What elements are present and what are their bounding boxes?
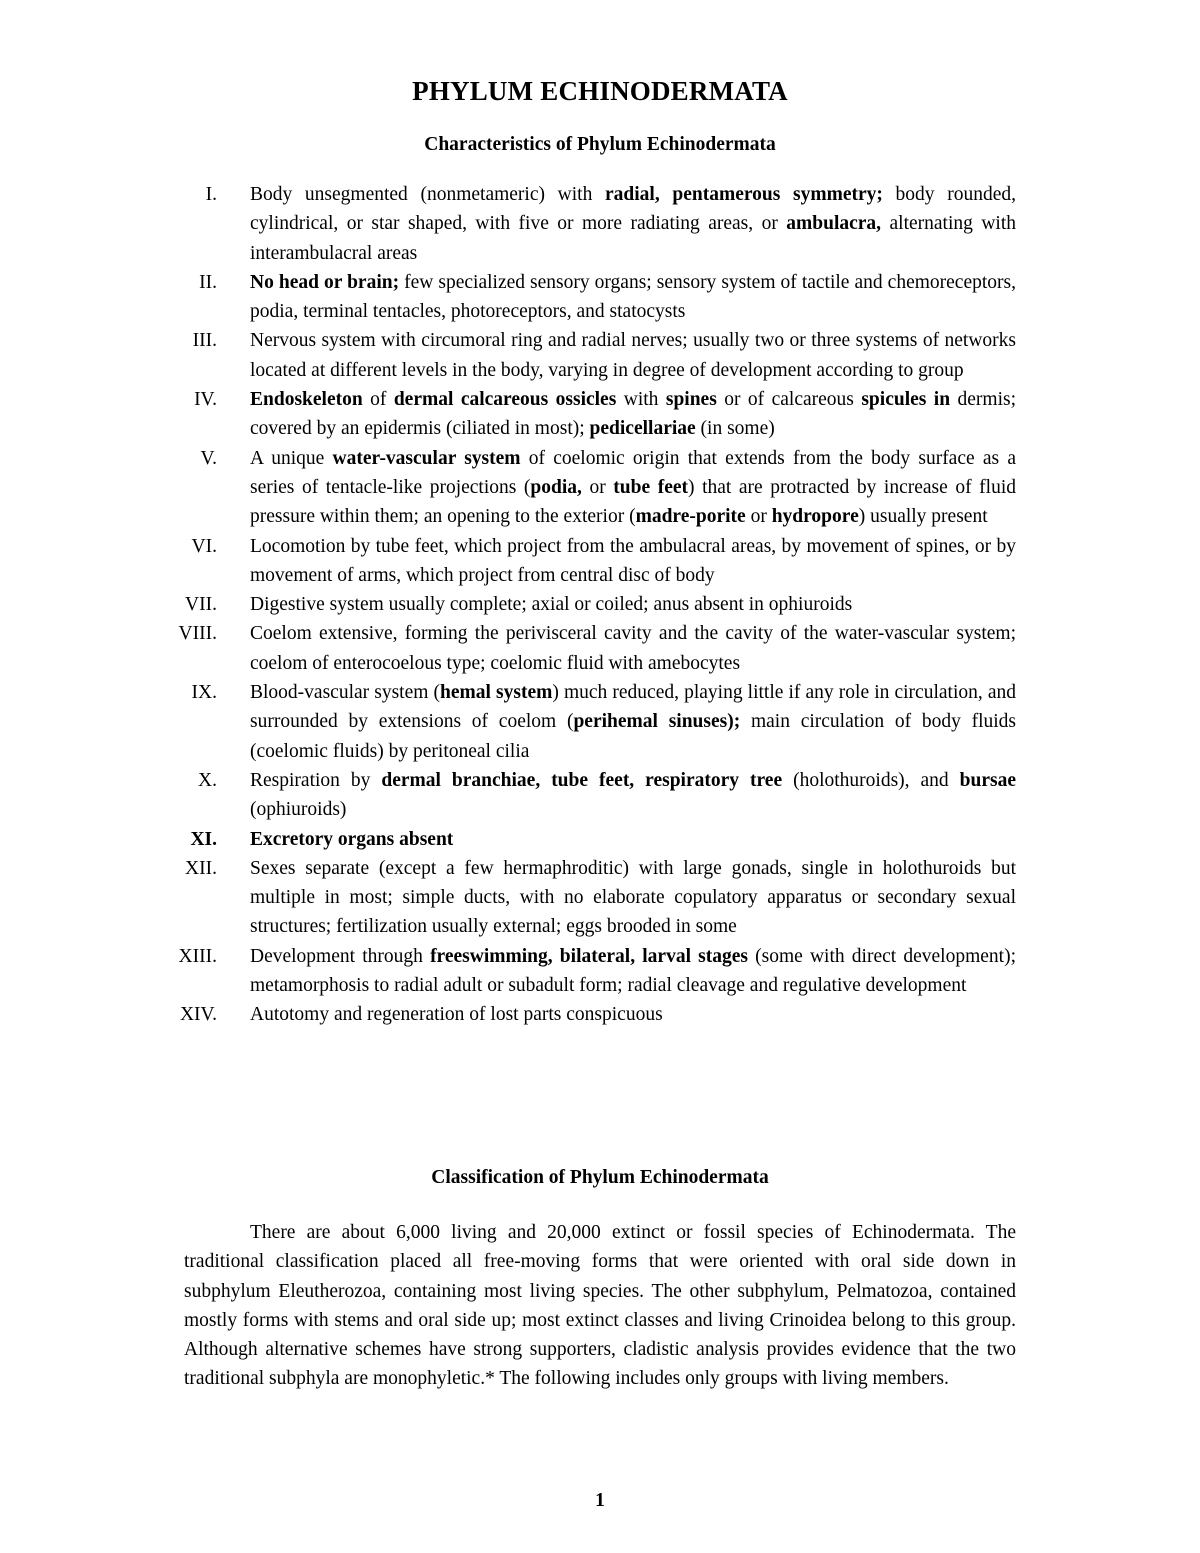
characteristic-item — [160, 766, 1016, 825]
bold-term: No head or brain; — [250, 271, 400, 293]
bold-term: spicules in — [861, 389, 951, 411]
characteristic-item — [160, 326, 1016, 385]
text-segment: Coelom extensive, forming the perivisceral cavity and the cavity of the water-vascular system; coelom of enterocoelous type; coelomic fluid with amebocytes — [250, 623, 1016, 674]
text-segment: or of calcareous — [716, 389, 862, 411]
classification-heading: Classification of Phylum Echinodermata — [431, 1167, 769, 1188]
text-segment: Digestive system usually complete; axial or coiled; anus absent in ophiuroids — [250, 594, 853, 616]
bold-term: Excretory organs absent — [250, 828, 454, 850]
item-text — [250, 272, 1016, 322]
characteristic-item — [160, 825, 1016, 854]
bold-term: podia, — [530, 476, 582, 498]
text-segment: Development through — [250, 945, 431, 967]
bold-term: perihemal sinuses); — [573, 711, 741, 733]
characteristic-item — [160, 385, 1016, 444]
text-segment: Respiration by — [250, 769, 382, 791]
item-numeral: V. — [200, 447, 217, 469]
characteristic-item — [160, 854, 1016, 942]
page-title: PHYLUM ECHINODERMATA — [412, 76, 788, 106]
text-segment: (some with direct development); metamorphosis to radial adult or subadult form; radial cleavage and regulative development — [250, 945, 1016, 997]
item-text — [250, 1004, 663, 1025]
item-text — [250, 389, 1016, 439]
bold-term: madre-porite — [635, 506, 746, 528]
bold-term: dermal calcareous ossicles — [393, 389, 617, 411]
characteristic-item — [160, 678, 1016, 766]
text-segment: or — [581, 476, 614, 498]
item-numeral: IV. — [194, 389, 217, 411]
item-text — [250, 858, 1016, 938]
text-segment: ) much reduced, playing little if any role in circulation, and surrounded by extensions of coelom ( — [250, 682, 1016, 733]
item-text — [250, 829, 453, 850]
item-numeral: VIII. — [178, 623, 217, 645]
characteristic-item — [160, 619, 1016, 678]
bold-term: bursae — [959, 769, 1017, 791]
item-text — [250, 536, 1016, 586]
characteristic-item — [160, 1000, 1016, 1029]
bold-term: tube feet — [613, 476, 689, 498]
text-segment: Locomotion by tube feet, which project from the ambulacral areas, by movement of spines, or by movement of arms, which project from central disc of body — [250, 535, 1016, 586]
text-segment: Sexes separate (except a few hermaphroditic) with large gonads, single in holothuroids but multiple in most; simple ducts, with no elaborate copulatory apparatus or secondary sexual structures; fertilization usually external; eggs brooded in some — [250, 857, 1016, 938]
bold-term: pedicellariae — [589, 418, 696, 440]
item-numeral: XII. — [185, 857, 217, 879]
item-numeral: XI. — [190, 828, 217, 850]
text-segment: ) that are protracted by increase of fluid pressure within them; an opening to the exterior ( — [250, 476, 1017, 528]
bold-term: spines — [665, 389, 717, 411]
item-numeral: X. — [198, 769, 217, 791]
item-numeral: I. — [205, 184, 217, 205]
text-segment: (ophiuroids) — [250, 799, 347, 821]
characteristics-list — [160, 180, 1016, 1030]
text-segment: main circulation of body fluids (coelomic fluids) by peritoneal cilia — [250, 711, 1017, 762]
text-segment: with — [616, 389, 666, 411]
text-segment: few specialized sensory organs; sensory system of tactile and chemoreceptors, podia, terminal tentacles, photoreceptors, and statocysts — [250, 271, 1016, 323]
bold-term: radial, pentamerous symmetry; — [605, 184, 883, 205]
bold-term: hydropore — [771, 506, 859, 528]
characteristic-item — [160, 180, 1016, 268]
text-segment: A unique — [250, 447, 333, 469]
characteristics-heading: Characteristics of Phylum Echinodermata — [424, 134, 776, 155]
item-numeral: III. — [192, 330, 217, 352]
text-segment: ) usually present — [858, 506, 988, 528]
text-segment: alternating with interambulacral areas — [250, 213, 1016, 264]
item-text — [250, 623, 1016, 673]
item-text — [250, 682, 1016, 762]
item-numeral: VI. — [191, 535, 217, 557]
bold-term: dermal branchiae, tube feet, respiratory tree — [381, 769, 783, 791]
bold-term: ambulacra, — [786, 213, 882, 235]
characteristic-item — [160, 268, 1016, 327]
text-segment: body rounded, cylindrical, or star shaped, with five or more radiating areas, or — [250, 184, 1016, 235]
text-segment: (in some) — [695, 418, 775, 440]
page-number: 1 — [595, 1490, 605, 1511]
item-text — [250, 448, 1016, 528]
text-segment: Autotomy and regeneration of lost parts conspicuous — [250, 1004, 663, 1026]
text-segment: (holothuroids), and — [782, 769, 960, 791]
text-segment: Body unsegmented (nonmetameric) with — [250, 184, 605, 205]
item-text — [250, 594, 852, 615]
bold-term: water-vascular system — [332, 447, 521, 469]
item-numeral: XIII. — [178, 945, 217, 967]
bold-term: Endoskeleton — [250, 389, 363, 411]
item-numeral: VII. — [185, 594, 217, 616]
characteristic-item — [160, 590, 1016, 619]
text-segment: dermis; covered by an epidermis (ciliated in most); — [250, 389, 1016, 440]
item-text — [250, 330, 1016, 380]
item-text — [250, 184, 1016, 264]
text-segment: Blood-vascular system ( — [250, 682, 441, 704]
text-segment: or — [745, 506, 772, 528]
item-numeral: XIV. — [179, 1004, 217, 1026]
text-segment: of coelomic origin that extends from the body surface as a series of tentacle-like projections ( — [250, 447, 1016, 498]
item-numeral: IX. — [191, 682, 217, 704]
classification-paragraph: There are about 6,000 living and 20,000 extinct or fossil species of Echinodermata. The traditional classification placed all free-moving forms that were oriented with oral side down in subphylum Eleutherozoa, containing most living species. The other subphylum, Pelmatozoa, contained mostly forms with stems and oral side up; most extinct classes and living Crinoidea belong to this group. Although alternative schemes have strong supporters, cladistic analysis provides evidence that the two traditional subphyla are monophyletic.* The following includes only groups with living members. — [184, 1222, 1016, 1390]
text-segment: of — [362, 389, 394, 411]
characteristic-item — [160, 942, 1016, 1001]
text-segment: Nervous system with circumoral ring and radial nerves; usually two or three systems of networks located at different levels in the body, varying in degree of development according to group — [250, 330, 1016, 381]
item-text — [250, 946, 1016, 996]
bold-term: freeswimming, bilateral, larval stages — [430, 945, 748, 967]
characteristic-item — [160, 444, 1016, 532]
item-text — [250, 770, 1016, 820]
item-numeral: II. — [199, 271, 217, 293]
bold-term: hemal system — [440, 682, 553, 704]
characteristic-item — [160, 532, 1016, 591]
